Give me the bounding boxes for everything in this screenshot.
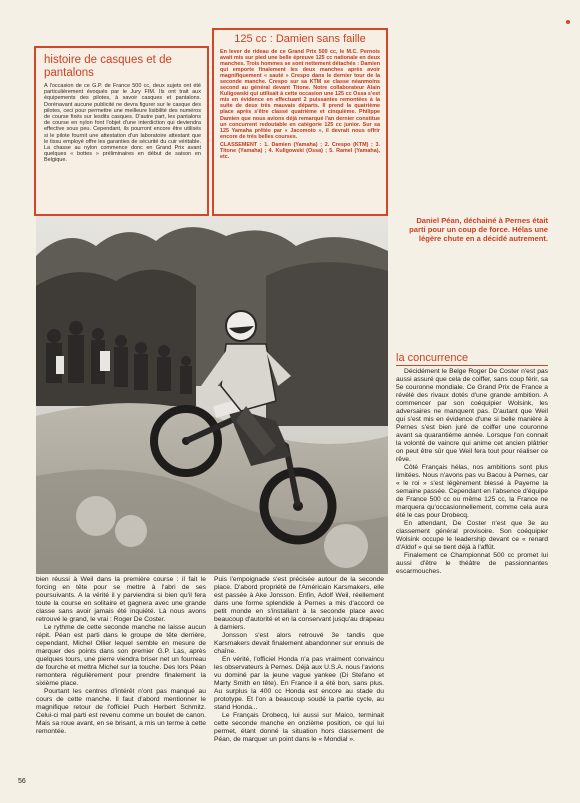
page-number: 56 [18, 778, 26, 785]
section-title-concurrence: la concurrence [396, 352, 548, 366]
paragraph: Puis l'empoignade s'est précisée autour de la seconde place. D'abord propriété de l'Américain Karsmakers, elle est passée à Ake Jonsson. Enfin, Adolf Weil, réellement dans une forme splendide à Pernes a mis d'accord ce petit monde en s'installant à la seconde place avec beaucoup d'autorité et en la conservant jusqu'au drapeau à damiers. [214, 576, 384, 631]
column-concurrence [396, 368, 548, 628]
classement-label: CLASSEMENT : [220, 141, 262, 148]
column-a [36, 576, 206, 786]
sidebar-125cc-title: 125 cc : Damien sans faille [234, 33, 366, 45]
sidebar-casques-title: histoire de casques et de pantalons [44, 54, 172, 79]
paragraph: Pourtant les centres d'intérêt n'ont pas manqué au cours de cette manche. Il faut d'abord mentionner le magnifique retour de l'officiel Puch Herbert Schmitz. Celui-ci mal parti est revenu comme un boulet de canon. Mais sa roue avant, en se brisant, a mis un terme à cette remontée. [36, 688, 206, 735]
paragraph: Finalement ce Championnat 500 cc promet lui aussi d'être le théâtre de passionnantes escarmouches. [396, 552, 548, 575]
sidebar-casques [34, 46, 209, 216]
column-b [214, 576, 384, 786]
paragraph: Décidément le Belge Roger De Coster n'est pas aussi assuré que cela de coiffer, sans coup férir, sa 5e couronne mondiale. Ce Grand Prix de France a révélé des rivaux dotés d'une grande ambition. A commencer par son coéquipier Wolsink, les adversaires ne manquent pas. D'autant que Weil qui s'est mis en évidence d'une si belle manière à Pernes s'est bien juré de coiffer une couronne avant sa quarantième année. Lorsque l'on connait la volonté de vaincre qui anime cet ancien plâtrier on peut être sûr que Weil fera tout pour réaliser ce rêve. [396, 368, 548, 463]
paragraph: En vérité, l'officiel Honda n'a pas vraiment convaincu les observateurs à Pernes. Déjà aux U.S.A. nous l'avions vu dominé par la jeune vague yankee (Di Stefano et Marty Smith en tête). En France il a été bon, sans plus. Au surplus la 400 cc Honda est encore au stade du prototype. Et l'on a beaucoup soudé la partie cycle, au stand Honda... [214, 656, 384, 711]
photo-caption: Daniel Péan, déchainé à Pernes était parti pour un coup de force. Hélas une légère chute en a décidé autrement. [409, 216, 548, 244]
sidebar-casques-text: A l'occasion de ce G.P. de France 500 cc, deux sujets ont été particulièrement évoqués par le Jury FIM. Ils ont trait aux équipements des pilotes, à savoir casques et pantalons. Dorénavant aucune publicité ne devra figurer sur le casque des pilotes, ceci pour permettre une meilleure lisibilité des numéros de course fixés sur lesdits casques. D'autre part, les pantalons de course en nylon font l'objet d'une interdiction qui deviendra effective sous peu. Cependant, ils pourront encore être utilisés si le pilote fournit une attestation d'un laboratoire attestant que le tissu employé offre les garanties de sécurité du cuir véritable. La chasse au nylon commence donc en Grand Prix avant quelques « bottes » préliminaires en début de saison en Belgique. [44, 83, 201, 164]
corner-dot [566, 20, 570, 24]
sidebar-125cc-text: En lever de rideau de ce Grand Prix 500 cc, le M.C. Pernois avait mis sur pied une belle épreuve 125 cc nationale en deux manches. Trois hommes se sont nettement détachés : Damien qui emporte finalement les deux manches après avoir magnifiquement « sauté » Crespo dans le dernier tour de la seconde manche. Crespo sur sa KTM se classe néanmoins second au général devant Titone. Notre collaborateur Alain Kuligowski qui utilisait à cette occasion une 125 cc Ossa s'est mis en évidence en effectuant 2 puissantes remontées à la suite de deux très mauvais départs. Il prend la quatrième place après s'être classé quatrième et cinquième. Philippe Damien que nous avions déjà remarqué l'an dernier constitue un concurrent redoutable en catégorie 125 cc junior. Sur sa 125 Yamaha prêtée par « Jacomoto », il devrait nous offrir encore de très belles courses. [220, 48, 380, 140]
paragraph: En attendant, De Coster n'est que 3e au classement général provisoire. Son coéquipier Wolsink occupe le leadership devant ce « renard d'Aldof » qui se tient déjà à l'affût. [396, 520, 548, 551]
sidebar-125cc-classement [220, 142, 380, 160]
motocross-photo [36, 216, 388, 574]
paragraph: bien réussi à Weil dans la première course : il fait le forcing en tête pour se mettre à l'abri de ses poursuivants. A la vérité il y parviendra si bien qu'il fera toute la course en solitaire et gagnera avec une grande classe sans avoir jamais été inquiété. Là nous avons retrouvé le grand, le vrai : Roger De Coster. [36, 576, 206, 623]
paragraph: Le Français Drobecq, lui aussi sur Maico, terminait cette seconde manche en onzième position, ce qui lui permet, étant donné la situation hors classement de Péan, de marquer un point dans le « Mondial ». [214, 712, 384, 743]
sidebar-125cc [212, 28, 388, 216]
paragraph: Côté Français hélas, nos ambitions sont plus limitées. Nous n'avons pas vu Bacou à Pernes, car « le roi » s'est légèrement blessé à Payerne la semaine passée. Cependant en l'absence d'équipe de France 500 cc ou même 125 cc, la France ne marquera qu'occasionnellement, comme cela aura été le cas pour Drobecq. [396, 464, 548, 519]
paragraph: Jonsson s'est alors retrouvé 3e tandis que Karsmakers devait finalement abandonner sur ennuis de chaîne. [214, 632, 384, 655]
paragraph: Le rythme de cette seconde manche ne laisse aucun répit. Péan est parti dans le groupe de tête derrière, cependant, Michel Ollier lequel semble en mesure de marquer des points dans son premier G.P. Las, après quelques tours, une pierre viendra briser net un fourreau de fourche et mettra Michel sur la touche. Des lors Péan remontera régulièrement pour prendre finalement la sixième place. [36, 624, 206, 687]
classement-text: 1. Damien (Yamaha) ; 2. Crespo (KTM) ; 3. Titone (Yamaha) ; 4. Kuligowski (Ossa) ; 5. Ramel (Yamaha), etc. [220, 141, 380, 161]
motocross-photo-image [36, 216, 388, 574]
